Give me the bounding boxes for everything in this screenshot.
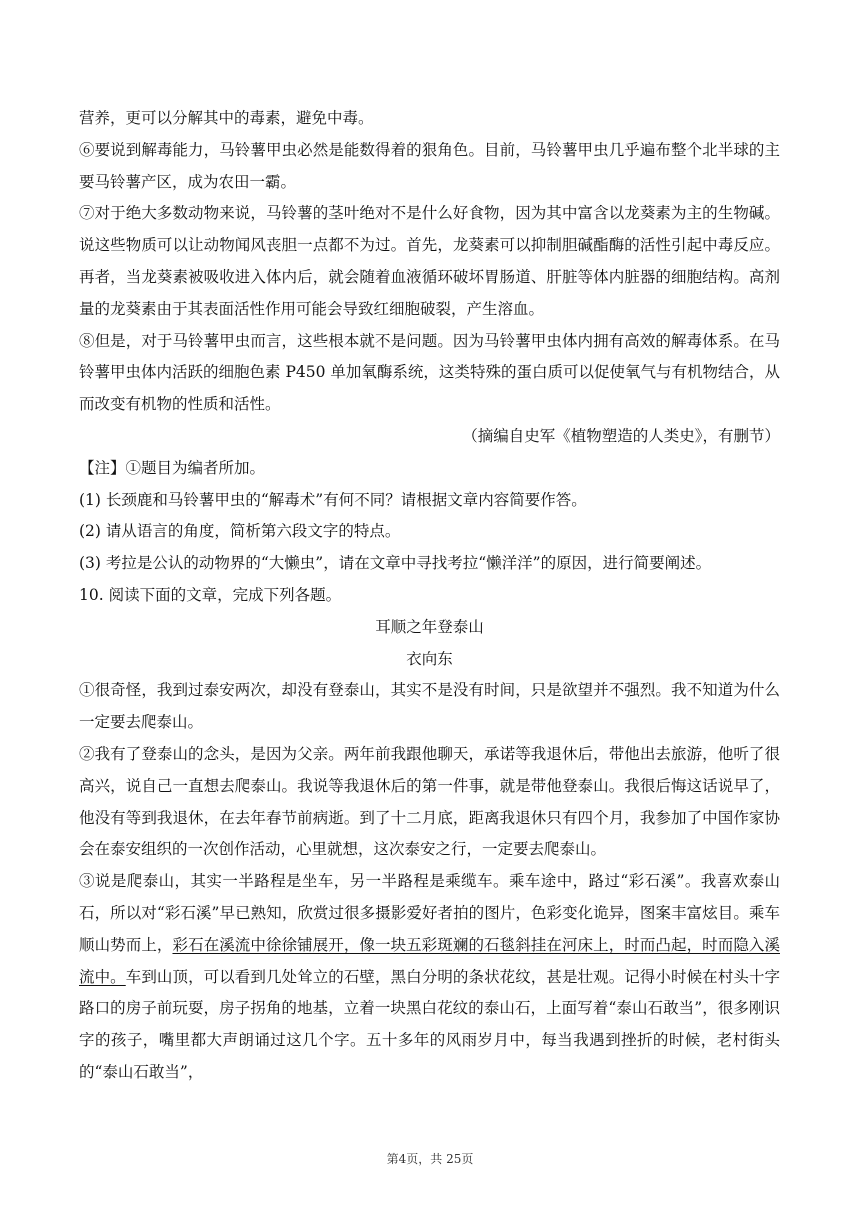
editor-note: 【注】①题目为编者所加。 xyxy=(79,458,266,477)
question-3: (3) 考拉是公认的动物界的“大懒虫”，请在文章中寻找考拉“懒洋洋”的原因，进行简要阐述。 xyxy=(79,554,712,573)
essay-p3-after: 车到山顶，可以看到几处耸立的石壁，黑白分明的条状花纹，甚是壮观。记得小时候在村头十字路口的房子前玩耍，房子拐角的地基，立着一块黑白花纹的泰山石，上面写着“泰山石敢当”，很多刚识字的孩子，嘴里都大声朗诵过这几个字。五十多年的风雨岁月中，每当我遇到挫折的时候，老村街头的“泰山石敢当”， xyxy=(79,967,780,1081)
essay-author: 衣向东 xyxy=(406,649,453,668)
underlined-sentence: 彩石在溪流中徐徐铺展开，像一块五彩斑斓的石毯斜挂在河床上，时而凸起，时而隐入溪流中。 xyxy=(79,935,780,986)
document-body xyxy=(79,103,780,1089)
paragraph-7: ⑦对于绝大多数动物来说，马铃薯的茎叶绝对不是什么好食物，因为其中富含以龙葵素为主的生物碱。说这些物质可以让动物闻风丧胆一点都不为过。首先，龙葵素可以抑制胆碱酯酶的活性引起中毒反应。再者，当龙葵素被吸收进入体内后，就会随着血液循环破坏胃肠道、肝脏等体内脏器的细胞结构。高剂量的龙葵素由于其表面活性作用可能会导致红细胞破裂，产生溶血。 xyxy=(79,204,780,318)
essay-paragraph-2: ②我有了登泰山的念头，是因为父亲。两年前我跟他聊天，承诺等我退休后，带他出去旅游，他听了很高兴，说自己一直想去爬泰山。我说等我退休后的第一件事，就是带他登泰山。我很后悔这话说早了，他没有等到我退休，在去年春节前病逝。到了十二月底，距离我退休只有四个月，我参加了中国作家协会在泰安组织的一次创作活动，心里就想，这次泰安之行，一定要去爬泰山。 xyxy=(79,744,780,859)
question-2: (2) 请从语言的角度，简析第六段文字的特点。 xyxy=(79,522,401,541)
essay-title: 耳顺之年登泰山 xyxy=(375,617,484,636)
question-10-heading: 10. 阅读下面的文章，完成下列各题。 xyxy=(79,585,342,604)
essay-paragraph-1: ①很奇怪，我到过泰安两次，却没有登泰山，其实不是没有时间，只是欲望并不强烈。我不知道为什么一定要去爬泰山。 xyxy=(79,681,780,732)
paragraph-5-end: 营养，更可以分解其中的毒素，避免中毒。 xyxy=(79,109,374,127)
paragraph-8: ⑧但是，对于马铃薯甲虫而言，这些根本就不是问题。因为马铃薯甲虫体内拥有高效的解毒体系。在马铃薯甲虫体内活跃的细胞色素 P450 单加氧酶系统，这类特殊的蛋白质可以促使氧气与有机物结合，从而改变有机物的性质和活性。 xyxy=(79,331,780,414)
paragraph-6: ⑥要说到解毒能力，马铃薯甲虫必然是能数得着的狠角色。目前，马铃薯甲虫几乎遍布整个北半球的主要马铃薯产区，成为农田一霸。 xyxy=(79,140,780,191)
page-footer: 第4页，共 25页 xyxy=(386,1152,474,1166)
essay-paragraph-3 xyxy=(79,866,780,1089)
question-1: (1) 长颈鹿和马铃薯甲虫的“解毒术”有何不同？请根据文章内容简要作答。 xyxy=(79,490,587,509)
essay-p3-before: ③说是爬泰山，其实一半路程是坐车，另一半路程是乘缆车。乘车途中，路过“彩石溪”。我喜欢泰山石，所以对“彩石溪”早已熟知，欣赏过很多摄影爱好者拍的图片，色彩变化诡异，图案丰富炫目。乘车顺山势而上， xyxy=(79,872,780,954)
source-citation: （摘编自史军《植物塑造的人类史》，有删节） xyxy=(462,426,780,445)
